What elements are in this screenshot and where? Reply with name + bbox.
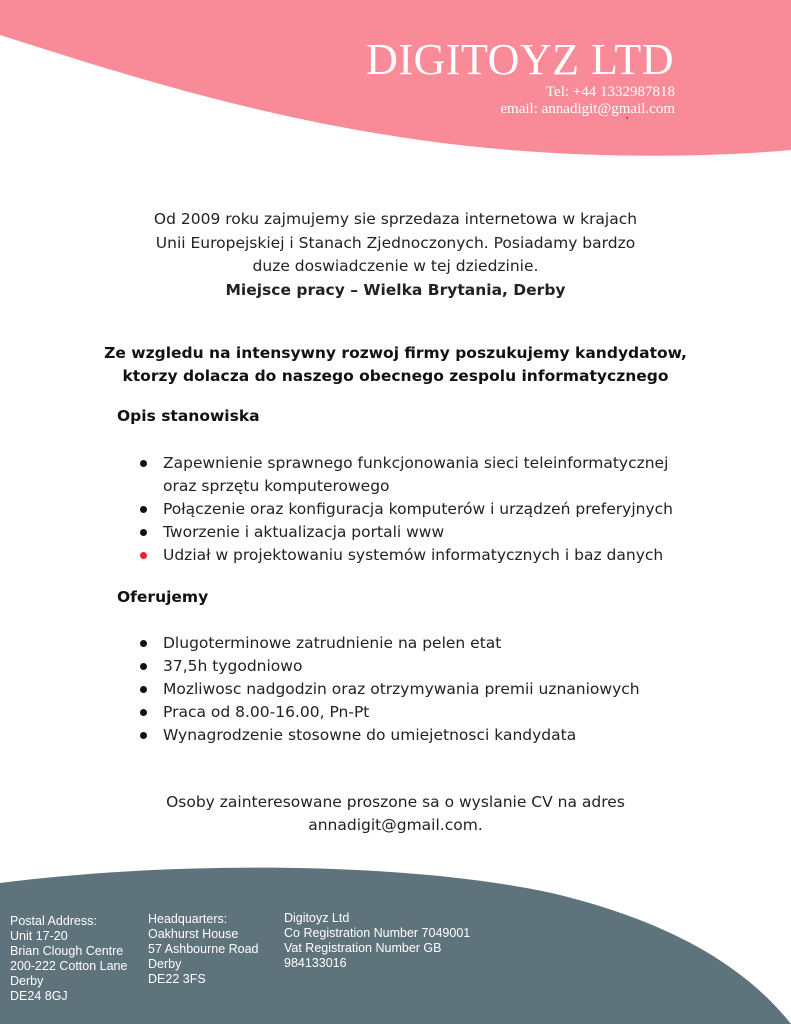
intro-text: Od 2009 roku zajmujemy sie sprzedaza internetowa w krajach Unii Europejskiej i Stanach Zjednoczonych. Posiadamy bardzo duze doswiadczenie w tej dziedzinie.: [153, 210, 638, 275]
offer-list: [140, 632, 700, 747]
bullet-icon: [140, 506, 147, 513]
list-item: Tworzenie i aktualizacja portali www: [140, 521, 700, 544]
job-description-heading: Opis stanowiska: [117, 407, 260, 425]
footer-line: Unit 17-20: [10, 929, 68, 943]
work-location: Miejsce pracy – Wielka Brytania, Derby: [225, 280, 566, 299]
list-item: Połączenie oraz konfiguracja komputerów i urządzeń preferyjnych: [140, 498, 700, 521]
list-item: Zapewnienie sprawnego funkcjonowania sieci teleinformatycznej oraz sprzętu komputerowego: [140, 452, 700, 498]
footer-line: 200-222 Cotton Lane: [10, 959, 128, 973]
list-item: Udział w projektowaniu systemów informatycznych i baz danych: [140, 544, 700, 567]
footer-headquarters: [148, 912, 259, 987]
list-item: 37,5h tygodniowo: [140, 655, 700, 678]
list-item: Dlugoterminowe zatrudnienie na pelen etat: [140, 632, 700, 655]
bullet-icon: [140, 732, 147, 739]
offer-heading: Oferujemy: [117, 588, 209, 606]
job-description-list: [140, 452, 700, 567]
footer-line: Headquarters:: [148, 912, 228, 926]
footer-line: DE24 8GJ: [10, 989, 68, 1003]
footer-line: Postal Address:: [10, 914, 97, 928]
recruitment-lead: Ze wzgledu na intensywny rozwoj firmy poszukujemy kandydatow, ktorzy dolacza do naszego obecnego zespolu informatycznego: [104, 344, 687, 385]
header-phone: Tel: +44 1332987818: [545, 84, 675, 100]
footer-line: Co Registration Number 7049001: [284, 926, 471, 940]
footer-line: 984133016: [284, 956, 347, 970]
bullet-icon: [140, 529, 147, 536]
header-dot: [626, 117, 628, 119]
closing-line: Osoby zainteresowane proszone sa o wyslanie CV na adres: [166, 793, 625, 811]
closing-email: annadigit@gmail.com.: [308, 816, 483, 834]
intro-section: [100, 208, 691, 302]
footer-line: DE22 3FS: [148, 972, 206, 986]
header-email: email: annadigit@gmail.com: [500, 101, 675, 117]
bullet-icon: [140, 640, 147, 647]
list-item: Wynagrodzenie stosowne do umiejetnosci kandydata: [140, 724, 700, 747]
bullet-icon: [140, 686, 147, 693]
footer-line: Brian Clough Centre: [10, 944, 124, 958]
list-item: Mozliwosc nadgodzin oraz otrzymywania premii uznaniowych: [140, 678, 700, 701]
list-item: Praca od 8.00-16.00, Pn-Pt: [140, 701, 700, 724]
bullet-icon: [140, 709, 147, 716]
footer-company-info: [284, 911, 470, 971]
company-name: DIGITOYZ LTD: [366, 35, 674, 84]
footer-line: Oakhurst House: [148, 927, 239, 941]
closing-note: [100, 791, 691, 837]
footer-line: Derby: [10, 974, 44, 988]
footer-line: Digitoyz Ltd: [284, 911, 350, 925]
bullet-icon: [140, 663, 147, 670]
bullet-icon: [140, 460, 147, 467]
bullet-icon: [140, 552, 147, 559]
footer-line: Vat Registration Number GB: [284, 941, 442, 955]
footer-line: Derby: [148, 957, 182, 971]
footer-line: 57 Ashbourne Road: [148, 942, 259, 956]
footer-postal-address: [10, 914, 127, 1004]
